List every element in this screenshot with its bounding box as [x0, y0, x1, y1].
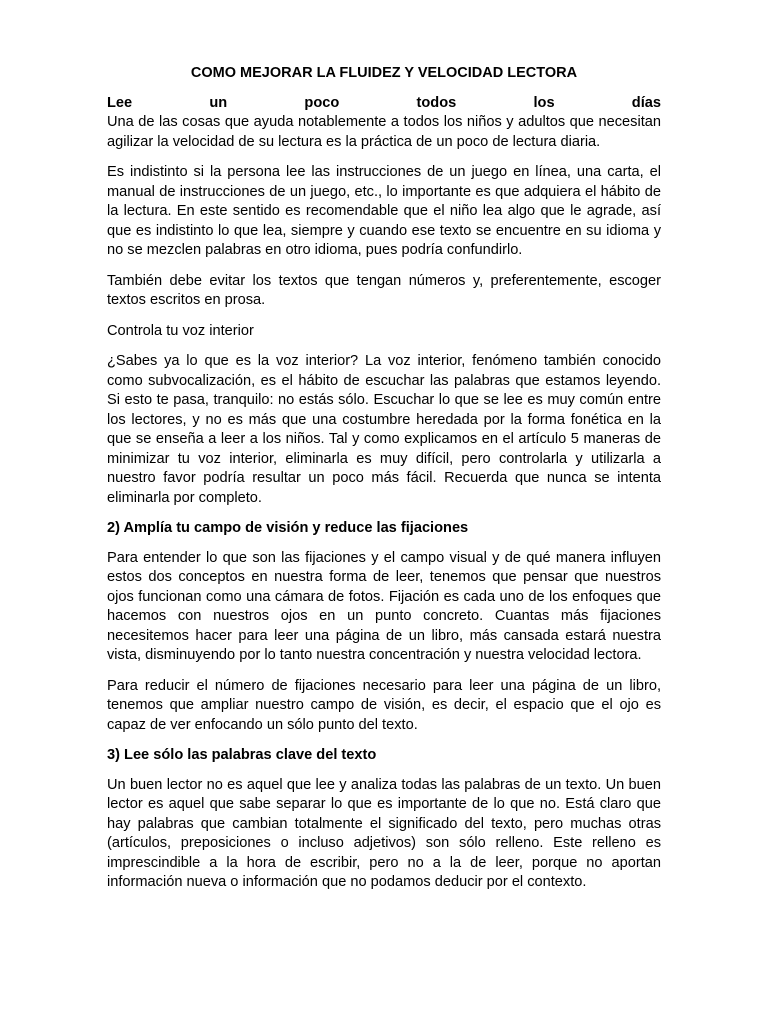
- section-1-paragraph-1: Una de las cosas que ayuda notablemente a todos los niños y adultos que necesitan agilizar la velocidad de su lectura es la práctica de un poco de lectura diaria.: [107, 114, 661, 150]
- section-2-paragraph-1: ¿Sabes ya lo que es la voz interior? La voz interior, fenómeno también conocido como subvocalización, es el hábito de escuchar las palabras que estamos leyendo. Si esto te pasa, tranquilo: no estás sólo. Escuchar lo que se lee es muy común entre los lectores, y no es más que una costumbre heredada por la forma fonética en la que se enseña a leer a los niños. Tal y como explicamos en el artículo 5 maneras de minimizar tu voz interior, eliminarla es muy difícil, pero controlarla y utilizarla a nuestro favor podría resultar un poco más fácil. Recuerda que nunca se intenta eliminarla por completo.: [107, 353, 661, 506]
- section-1-heading: Lee un poco todos los días: [107, 94, 661, 111]
- section-2-heading: Controla tu voz interior: [107, 322, 254, 339]
- section-1-first-paragraph: [107, 94, 661, 153]
- section-4-heading: 3) Lee sólo las palabras clave del texto: [107, 747, 377, 763]
- document-title: COMO MEJORAR LA FLUIDEZ Y VELOCIDAD LECTORA: [190, 65, 578, 81]
- section-3-paragraph-1: Para entender lo que son las fijaciones y el campo visual y de qué manera influyen estos dos conceptos en nuestra forma de leer, tenemos que pensar que nuestros ojos funcionan como una cámara de fotos. Fijación es cada uno de los enfoques que hacemos con nuestros ojos en un punto concreto. Cuantas más fijaciones necesitemos hacer para leer una página de un libro, más cansada estará nuestra vista, disminuyendo por lo tanto nuestra concentración y nuestra velocidad lectora.: [107, 549, 661, 663]
- section-1-paragraph-2: Es indistinto si la persona lee las instrucciones de un juego en línea, una carta, el manual de instrucciones de un juego, etc., lo importante es que adquiera el hábito de la lectura. En este sentido es recomendable que el niño lea algo que le agrade, así que es indistinto lo que lea, siempre y cuando ese texto se encuentre en su idioma y no se mezclen palabras en otro idioma, pues podría confundirlo.: [107, 164, 661, 258]
- section-3-paragraph-2: Para reducir el número de fijaciones necesario para leer una página de un libro, tenemos que ampliar nuestro campo de visión, es decir, el espacio que el ojo es capaz de ver enfocando un sólo punto del texto.: [107, 677, 661, 733]
- section-3-heading: 2) Amplía tu campo de visión y reduce las fijaciones: [107, 520, 469, 536]
- section-1-paragraph-3: También debe evitar los textos que tengan números y, preferentemente, escoger textos escritos en prosa.: [107, 272, 661, 308]
- section-4-paragraph-1: Un buen lector no es aquel que lee y analiza todas las palabras de un texto. Un buen lector es aquel que sabe separar lo que es importante de lo que no. Está claro que hay palabras que cambian totalmente el significado del texto, pero muchas otras (artículos, preposiciones o incluso adjetivos) son sólo relleno. Este relleno es imprescindible a la hora de escribir, pero no a la de leer, porque no aportan información nueva o información que no podamos deducir por el contexto.: [107, 776, 661, 890]
